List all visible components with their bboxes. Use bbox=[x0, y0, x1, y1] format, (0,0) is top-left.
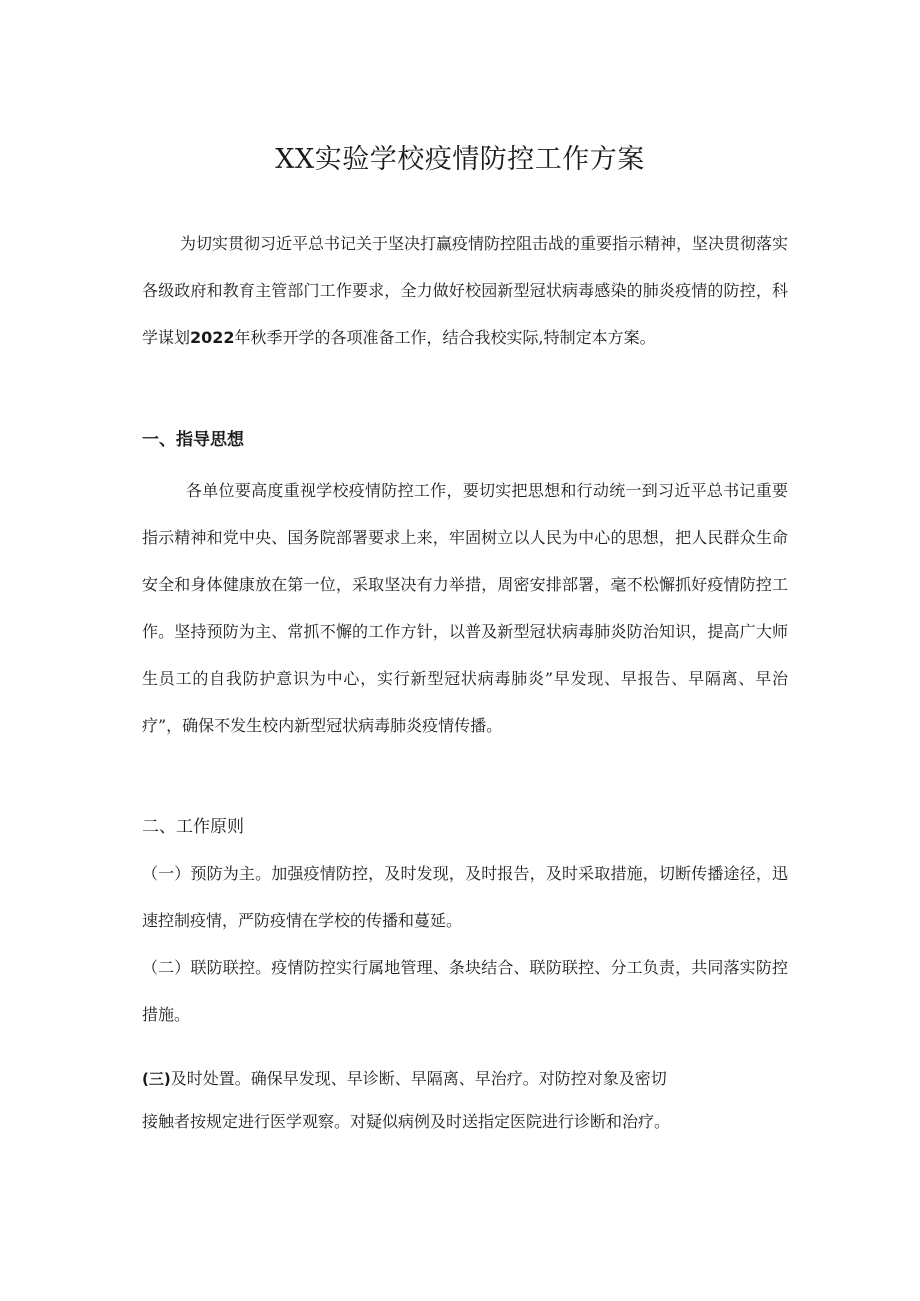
intro-text-before-year: 为切实贯彻习近平总书记关于坚决打赢疫情防控阻击战的重要指示精神，坚决贯彻落实各级政府和教育主管部门工作要求，全力做好校园新型冠状病毒感染的肺炎疫情的防控，科学谋划 bbox=[142, 234, 789, 347]
principle-item-2: （二）联防联控。疫情防控实行属地管理、条块结合、联防联控、分工负责，共同落实防控措施。 bbox=[142, 958, 788, 1024]
section2-items-block bbox=[142, 850, 788, 1038]
section1-body-block bbox=[142, 467, 788, 749]
principle-item-3-marker: (三) bbox=[142, 1070, 171, 1088]
intro-year: 2022 bbox=[190, 328, 235, 347]
intro-paragraph bbox=[142, 220, 788, 361]
document-title: XX实验学校疫情防控工作方案 bbox=[275, 144, 645, 175]
principle-item-3-line2: 接触者按规定进行医学观察。对疑似病例及时送指定医院进行诊断和治疗。 bbox=[142, 1112, 671, 1131]
section1-heading: 一、指导思想 bbox=[142, 430, 244, 450]
section2-heading: 二、工作原则 bbox=[142, 817, 244, 837]
intro-paragraph-block bbox=[142, 220, 788, 361]
section1-paragraph: 各单位要高度重视学校疫情防控工作，要切实把思想和行动统一到习近平总书记重要指示精神和党中央、国务院部署要求上来，牢固树立以人民为中心的思想，把人民群众生命安全和身体健康放在第一位，采取坚决有力举措，周密安排部署，毫不松懈抓好疫情防控工作。坚持预防为主、常抓不懈的工作方针，以普及新型冠状病毒肺炎防治知识，提高广大师生员工的自我防护意识为中心，实行新型冠状病毒肺炎”早发现、早报告、早隔离、早治疗”，确保不发生校内新型冠状病毒肺炎疫情传播。 bbox=[142, 481, 788, 735]
principle-item-3-text: 及时处置。确保早发现、早诊断、早隔离、早治疗。对防控对象及密切 bbox=[170, 1069, 667, 1088]
principle-item-1: （一）预防为主。加强疫情防控，及时发现，及时报告，及时采取措施，切断传播途径，迅速控制疫情，严防疫情在学校的传播和蔓延。 bbox=[142, 864, 788, 930]
principle-item-3-line1 bbox=[142, 1064, 667, 1094]
intro-text-after-year: 年秋季开学的各项准备工作，结合我校实际,特制定本方案。 bbox=[234, 328, 656, 347]
